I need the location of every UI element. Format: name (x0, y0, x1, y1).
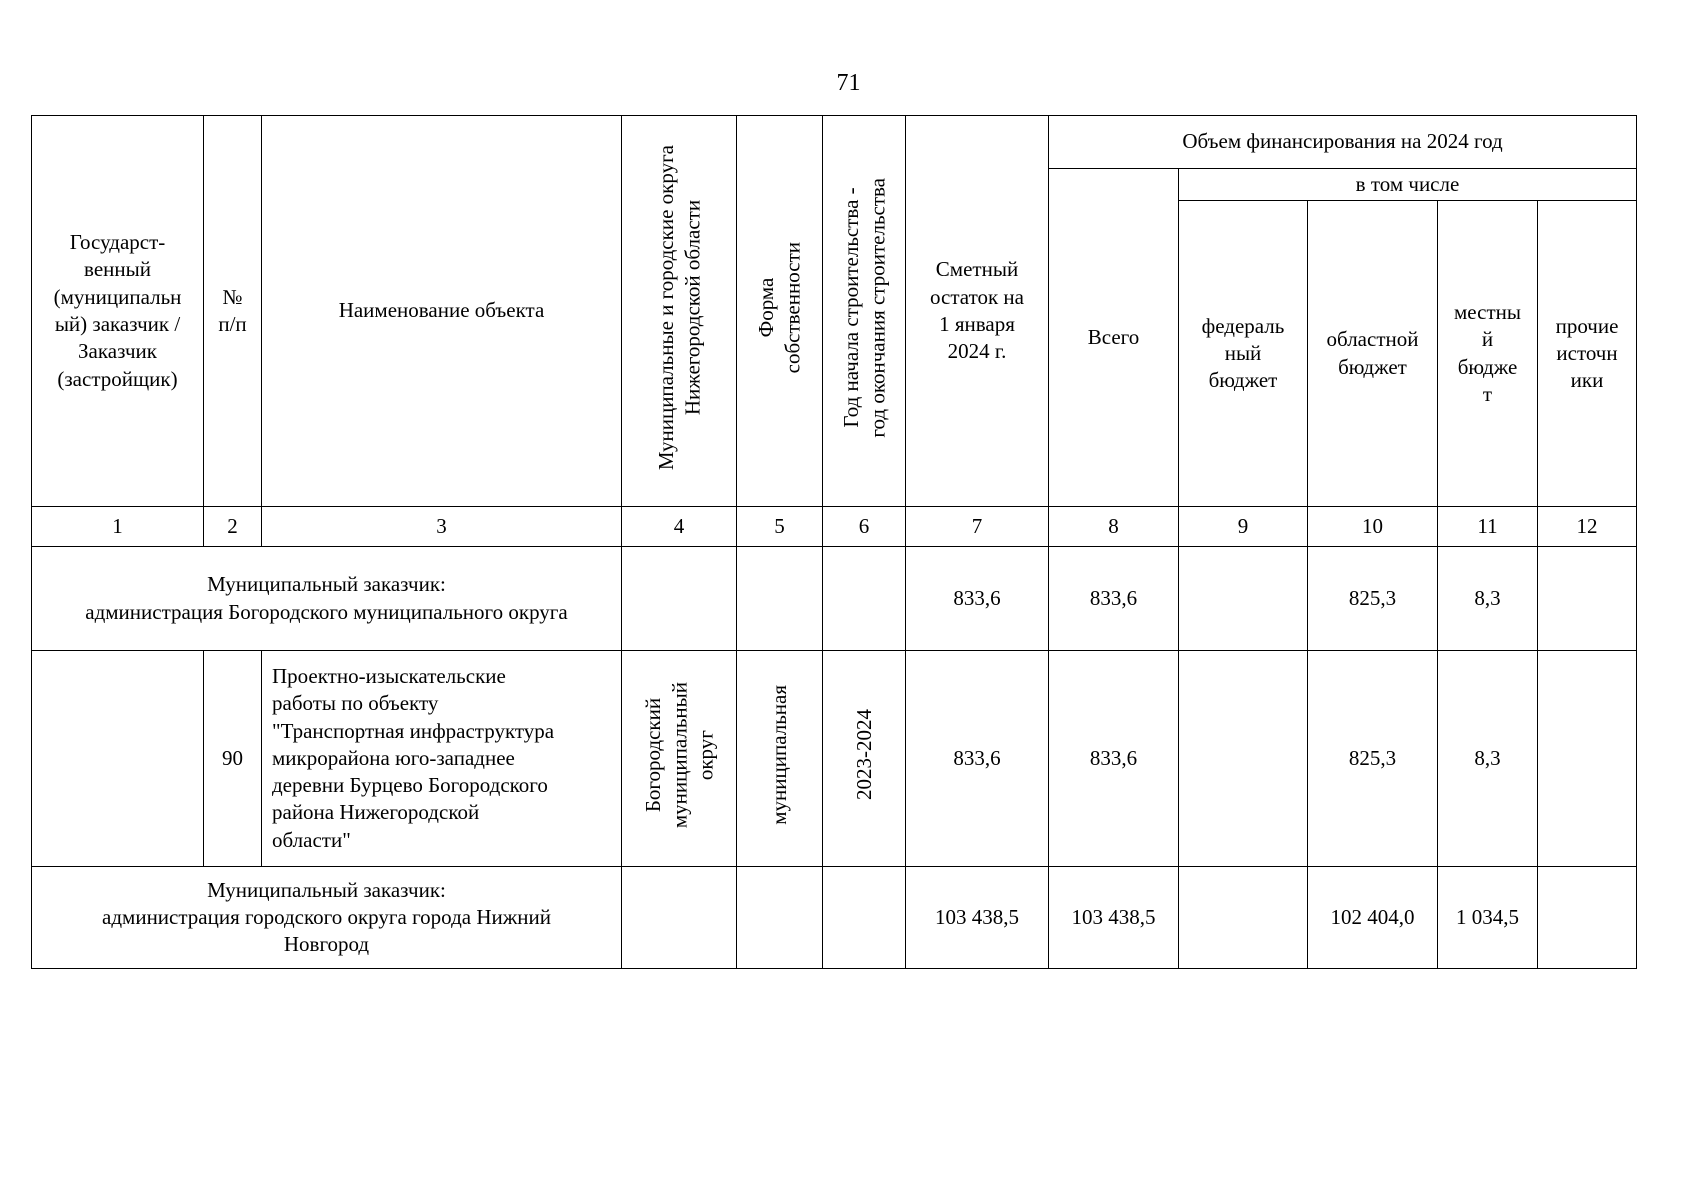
group-local: 8,3 (1438, 547, 1538, 651)
group-customer: Муниципальный заказчик: администрация городского округа города Нижний Новгород (32, 867, 622, 969)
column-number: 5 (737, 507, 823, 547)
column-number: 10 (1308, 507, 1438, 547)
column-number-row (32, 507, 1637, 547)
cell-empty (622, 867, 737, 969)
group-other (1538, 867, 1637, 969)
header-years (823, 116, 906, 507)
group-federal (1179, 547, 1308, 651)
cell-empty (737, 547, 823, 651)
item-municipality (622, 651, 737, 867)
item-total: 833,6 (1049, 651, 1179, 867)
item-municipality-text: Богородский муниципальный округ (640, 681, 718, 828)
item-years (823, 651, 906, 867)
header-row (32, 116, 1637, 169)
group-local: 1 034,5 (1438, 867, 1538, 969)
header-estimate-balance: Сметный остаток на 1 января 2024 г. (906, 116, 1049, 507)
header-total: Всего (1049, 169, 1179, 507)
item-estimate-balance: 833,6 (906, 651, 1049, 867)
header-object-name: Наименование объекта (262, 116, 622, 507)
header-municipality (622, 116, 737, 507)
column-number: 6 (823, 507, 906, 547)
column-number: 2 (204, 507, 262, 547)
group-total: 103 438,5 (1049, 867, 1179, 969)
group-row (32, 867, 1637, 969)
header-ownership-text: Форма собственности (754, 241, 805, 374)
header-other: прочие источн ики (1538, 201, 1637, 507)
column-number: 11 (1438, 507, 1538, 547)
item-row (32, 651, 1637, 867)
header-years-text: Год начала строительства - год окончания строительства (838, 177, 889, 438)
item-years-text: 2023-2024 (851, 709, 876, 801)
column-number: 8 (1049, 507, 1179, 547)
item-ownership (737, 651, 823, 867)
group-total: 833,6 (1049, 547, 1179, 651)
header-regional: областной бюджет (1308, 201, 1438, 507)
item-federal (1179, 651, 1308, 867)
column-number: 9 (1179, 507, 1308, 547)
group-customer: Муниципальный заказчик: администрация Богородского муниципального округа (32, 547, 622, 651)
column-number: 3 (262, 507, 622, 547)
cell-empty (823, 547, 906, 651)
cell-empty (32, 651, 204, 867)
group-regional: 825,3 (1308, 547, 1438, 651)
header-ownership (737, 116, 823, 507)
item-object-name: Проектно-изыскательские работы по объекту "Транспортная инфраструктура микрорайона юго-западнее деревни Бурцево Богородского района Нижегородской области" (262, 651, 622, 867)
item-ownership-text: муниципальная (767, 684, 792, 825)
cell-empty (737, 867, 823, 969)
header-federal: федераль ный бюджет (1179, 201, 1308, 507)
group-federal (1179, 867, 1308, 969)
group-estimate-balance: 833,6 (906, 547, 1049, 651)
group-estimate-balance: 103 438,5 (906, 867, 1049, 969)
header-including: в том числе (1179, 169, 1637, 201)
page-number: 71 (836, 70, 861, 96)
group-row (32, 547, 1637, 651)
header-num: № п/п (204, 116, 262, 507)
header-local: местны й бюдже т (1438, 201, 1538, 507)
item-other (1538, 651, 1637, 867)
item-num: 90 (204, 651, 262, 867)
column-number: 4 (622, 507, 737, 547)
item-regional: 825,3 (1308, 651, 1438, 867)
header-customer: Государст- венный (муниципальн ый) заказчик / Заказчик (застройщик) (32, 116, 204, 507)
cell-empty (823, 867, 906, 969)
item-local: 8,3 (1438, 651, 1538, 867)
header-financing: Объем финансирования на 2024 год (1049, 116, 1637, 169)
header-municipality-text: Муниципальные и городские округа Нижегородской области (653, 144, 704, 470)
cell-empty (622, 547, 737, 651)
group-regional: 102 404,0 (1308, 867, 1438, 969)
column-number: 7 (906, 507, 1049, 547)
column-number: 12 (1538, 507, 1637, 547)
group-other (1538, 547, 1637, 651)
column-number: 1 (32, 507, 204, 547)
financing-table (31, 115, 1637, 969)
